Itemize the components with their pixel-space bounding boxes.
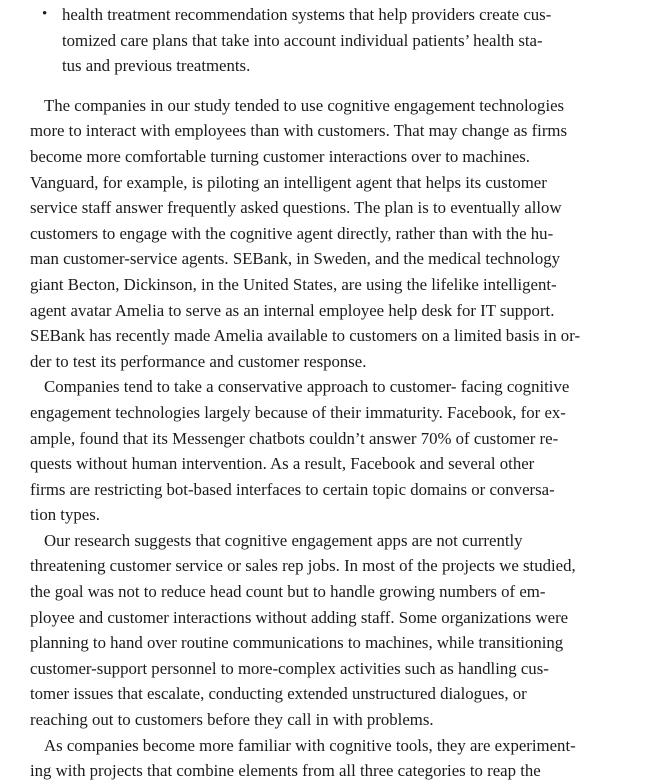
text-line: engagement technologies largely because of their immaturity. Facebook, for ex- [30, 402, 566, 422]
text-line: tus and previous treatments. [62, 56, 251, 76]
text-line: tion types. [30, 505, 100, 525]
text-line: reaching out to customers before they call in with problems. [30, 710, 434, 730]
bullet-icon: • [42, 6, 48, 22]
document-content [30, 2, 642, 784]
paragraph [30, 528, 642, 733]
text-line: man customer-service agents. SEBank, in Sweden, and the medical technology [30, 249, 560, 269]
text-line: ing with projects that combine elements from all three categories to reap the [30, 761, 541, 781]
text-line: ployee and customer interactions without adding staff. Some organizations were [30, 607, 569, 627]
text-line: health treatment recommendation systems that help providers create cus- [62, 5, 552, 24]
list-item [30, 2, 642, 79]
text-line: customers to engage with the cognitive agent directly, rather than with the hu- [30, 223, 554, 243]
text-line: tomer issues that escalate, conducting extended unstructured dialogues, or [30, 684, 527, 704]
text-line: the goal was not to reduce head count but to handle growing numbers of em- [30, 582, 546, 602]
text-line: service staff answer frequently asked questions. The plan is to eventually allow [30, 198, 562, 218]
text-line: planning to hand over routine communications to machines, while transitioning [30, 633, 564, 653]
text-line: The companies in our study tended to use cognitive engagement technologies [44, 95, 565, 115]
text-line: Our research suggests that cognitive engagement apps are not currently [44, 530, 523, 550]
paragraph [30, 733, 642, 784]
text-line: As companies become more familiar with cognitive tools, they are experiment- [44, 735, 576, 755]
text-line: agent avatar Amelia to serve as an internal employee help desk for IT support. [30, 300, 555, 320]
text-line: customer-support personnel to more-complex activities such as handling cus- [30, 658, 549, 678]
text-line: quests without human intervention. As a result, Facebook and several other [30, 454, 535, 474]
text-line: become more comfortable turning customer interactions over to machines. [30, 146, 531, 166]
text-line: firms are restricting bot-based interfaces to certain topic domains or conversa- [30, 479, 555, 499]
paragraph [30, 93, 642, 375]
text-line: giant Becton, Dickinson, in the United States, are using the lifelike intelligent- [30, 274, 557, 294]
text-line: ample, found that its Messenger chatbots couldn’t answer 70% of customer re- [30, 428, 559, 448]
text-line: threatening customer service or sales rep jobs. In most of the projects we studied, [30, 556, 576, 576]
text-line: Vanguard, for example, is piloting an intelligent agent that helps its customer [30, 172, 547, 192]
text-line: SEBank has recently made Amelia available to customers on a limited basis in or- [30, 326, 581, 346]
text-line: Companies tend to take a conservative approach to customer- facing cognitive [44, 377, 570, 397]
text-line: tomized care plans that take into account individual patients’ health sta- [62, 30, 543, 50]
text-line: der to test its performance and customer response. [30, 351, 367, 371]
paragraph [30, 374, 642, 528]
text-line: more to interact with employees than with customers. That may change as firms [30, 121, 568, 141]
bullet-item-text [62, 2, 642, 79]
